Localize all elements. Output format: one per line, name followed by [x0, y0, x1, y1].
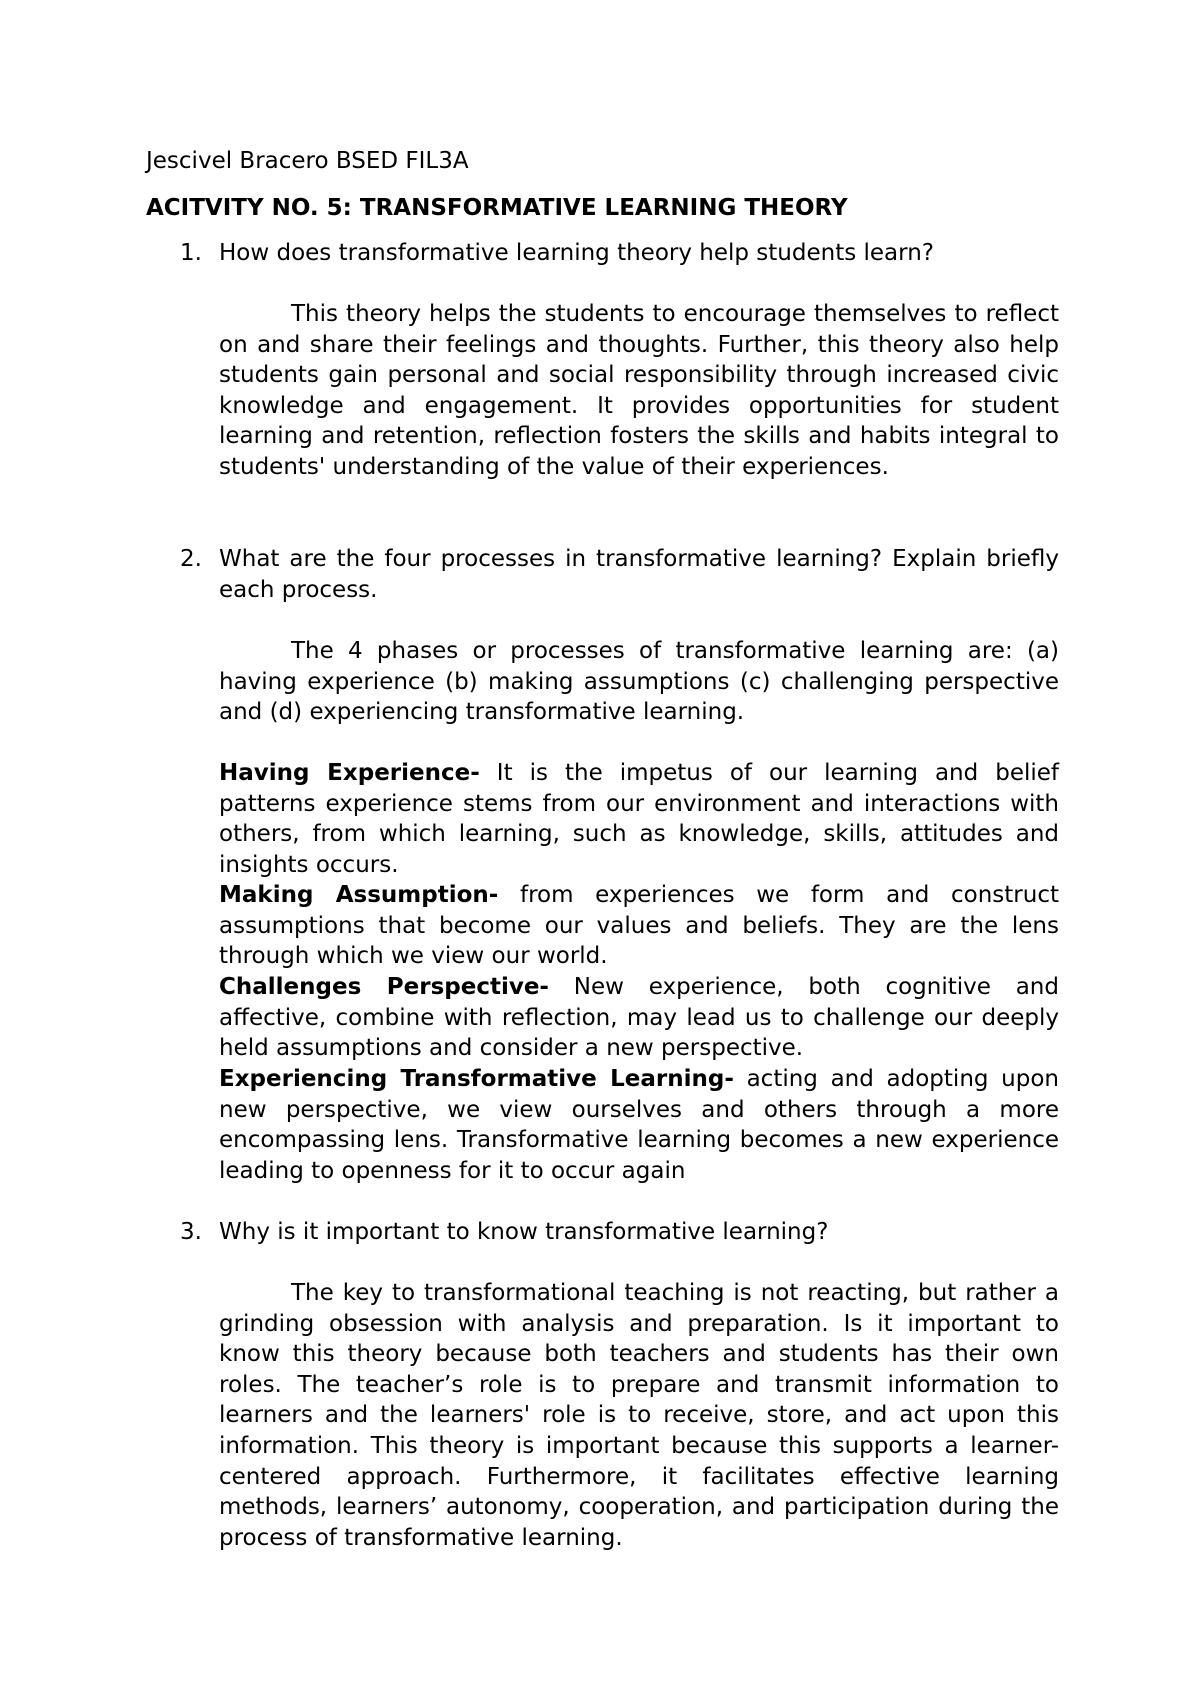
process-experiencing-transformative-learning — [219, 1064, 1059, 1186]
process-term: Having Experience- — [219, 760, 480, 786]
question-1-text: How does transformative learning theory help students learn? — [219, 240, 934, 266]
question-3-text: Why is it important to know transformative learning? — [219, 1219, 829, 1245]
question-3-number: 3. — [180, 1219, 202, 1245]
question-2-text: What are the four processes in transformative learning? Explain briefly each process. — [219, 546, 1059, 603]
answer-2-intro: The 4 phases or processes of transformative learning are: (a) having experience (b) making assumptions (c) challenging perspective and (d) experiencing transformative learning. — [219, 638, 1059, 726]
process-description: from experiences we form and construct assumptions that become our values and beliefs. They are the lens through which we view our world. — [219, 882, 1059, 970]
process-term: Making Assumption- — [219, 882, 499, 908]
process-challenges-perspective — [219, 972, 1059, 1064]
process-description: acting and adopting upon new perspective, we view ourselves and others through a more encompassing lens. Transformative learning becomes a new experience leading to openness for it to occur again — [219, 1066, 1059, 1184]
author-line: Jescivel Bracero BSED FIL3A — [146, 148, 469, 174]
process-term: Experiencing Transformative Learning- — [219, 1066, 734, 1092]
process-description: It is the impetus of our learning and belief patterns experience stems from our environment and interactions with others, from which learning, such as knowledge, skills, attitudes and insights occurs. — [219, 760, 1060, 878]
process-description: New experience, both cognitive and affective, combine with reflection, may lead us to challenge our deeply held assumptions and consider a new perspective. — [219, 974, 1059, 1062]
process-making-assumption — [219, 880, 1059, 972]
answer-1-text: This theory helps the students to encourage themselves to reflect on and share their feelings and thoughts. Further, this theory also help students gain personal and social responsibility through increased civic knowledge and engagement. It provides opportunities for student learning and retention, reflection fosters the skills and habits integral to students' understanding of the value of their experiences. — [219, 301, 1059, 480]
activity-title: ACITVITY NO. 5: TRANSFORMATIVE LEARNING THEORY — [146, 195, 848, 221]
process-having-experience — [219, 758, 1059, 880]
question-2-number: 2. — [180, 546, 202, 572]
process-term: Challenges Perspective- — [219, 974, 549, 1000]
question-1-number: 1. — [180, 240, 202, 266]
answer-3-text: The key to transformational teaching is not reacting, but rather a grinding obsession with analysis and preparation. Is it important to know this theory because both teachers and students has their own roles. The teacher’s role is to prepare and transmit information to learners and the learners' role is to receive, store, and act upon this information. This theory is important because this supports a learner-centered approach. Furthermore, it facilitates effective learning methods, learners’ autonomy, cooperation, and participation during the process of transformative learning. — [219, 1280, 1059, 1551]
